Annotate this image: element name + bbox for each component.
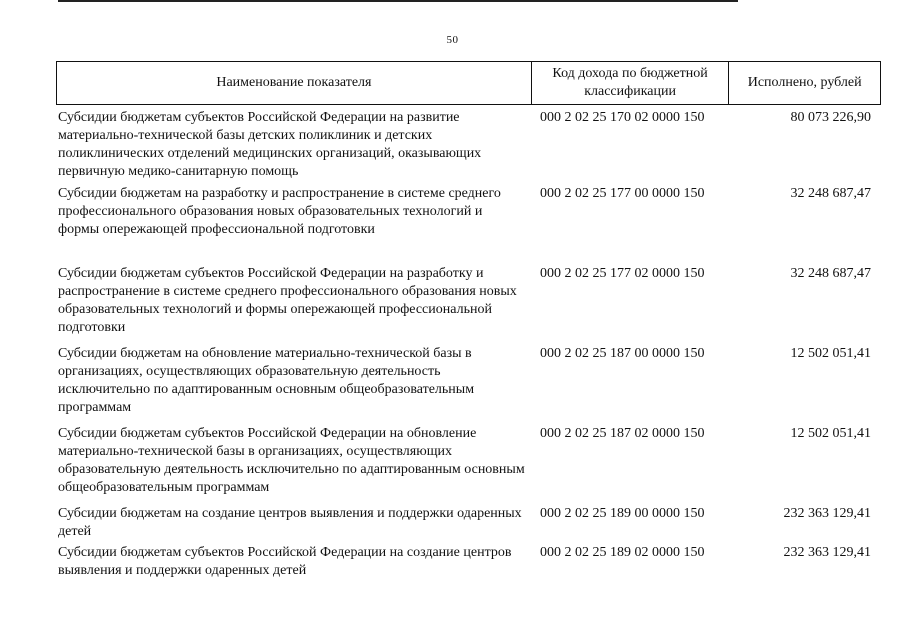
row-code: 000 2 02 25 187 00 0000 150 [540,346,705,361]
row-name: Субсидии бюджетам субъектов Российской Федерации на обновление материально-технической базы в организациях, осуществляющих образовательную деятельность исключительно по адаптированным основным общеобразовательным программам [58,426,525,495]
row-name: Субсидии бюджетам на разработку и распространение в системе среднего профессионального образования новых образовательных технологий и формы опережающей профессиональной подготовки [58,186,501,237]
row-code: 000 2 02 25 189 02 0000 150 [540,545,705,560]
top-rule [58,0,738,2]
row-amount: 12 502 051,41 [790,426,871,441]
row-amount: 80 073 226,90 [790,110,871,125]
row-code: 000 2 02 25 170 02 0000 150 [540,110,705,125]
row-amount: 32 248 687,47 [790,186,871,201]
header-amount: Исполнено, рублей [747,75,862,90]
row-code: 000 2 02 25 177 02 0000 150 [540,266,705,281]
table-row [56,185,881,265]
table-row [56,544,881,584]
table-header [56,61,881,105]
row-code: 000 2 02 25 187 02 0000 150 [540,426,705,441]
row-name: Субсидии бюджетам субъектов Российской Федерации на разработку и распространение в системе среднего профессионального образования новых образовательных технологий и формы опережающей профессиональной подготовки [58,266,517,335]
row-name: Субсидии бюджетам субъектов Российской Федерации на создание центров выявления и поддержки одаренных детей [58,545,512,578]
table-row [56,109,881,185]
row-amount: 12 502 051,41 [790,346,871,361]
page-number: 50 [446,34,459,46]
budget-table [56,61,881,584]
table-row [56,345,881,425]
row-name: Субсидии бюджетам субъектов Российской Федерации на развитие материально-технической базы детских поликлиник и детских поликлинических отделений медицинских организаций, оказывающих первичную медико-санитарную помощь [58,110,482,179]
row-amount: 232 363 129,41 [783,545,871,560]
row-code: 000 2 02 25 177 00 0000 150 [540,186,705,201]
row-code: 000 2 02 25 189 00 0000 150 [540,506,705,521]
row-name: Субсидии бюджетам на обновление материально-технической базы в организациях, осуществляющих образовательную деятельность исключительно по адаптированным основным общеобразовательным программам [58,346,475,415]
table-row [56,425,881,505]
header-code: Код дохода по бюджетной классификации [532,62,730,104]
header-name: Наименование показателя [57,62,532,104]
table-row [56,505,881,544]
table-body [56,109,881,584]
row-amount: 32 248 687,47 [790,266,871,281]
table-row [56,265,881,345]
row-name: Субсидии бюджетам на создание центров выявления и поддержки одаренных детей [58,506,522,539]
row-amount: 232 363 129,41 [783,506,871,521]
